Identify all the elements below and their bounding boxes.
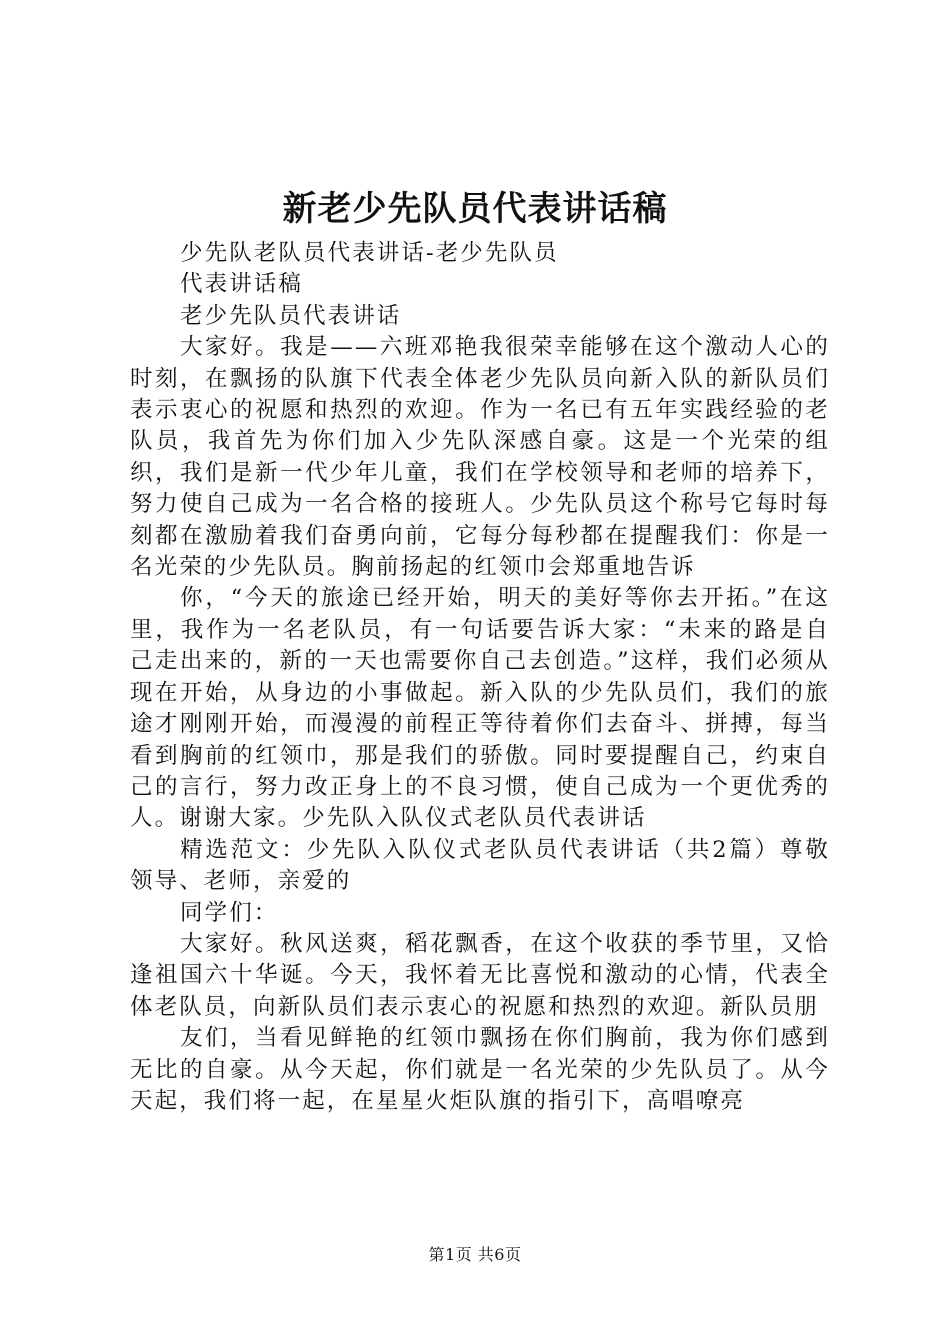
page-footer: 第1页 共6页 bbox=[428, 1245, 522, 1264]
paragraph: 代表讲话稿 bbox=[180, 271, 304, 298]
paragraph: 你，“今天的旅途已经开始，明天的美好等你去开拓。”在这里，我作为一名老队员，有一句话要告诉大家：“未来的路是自己走出来的，新的一天也需要你自己去创造。”这样，我们必须从现在开始，从身边的小事做起。新入队的少先队员们，我们的旅途才刚刚开始，而漫漫的前程正等待着你们去奋斗、拼搏，每当看到胸前的红领巾，那是我们的骄傲。同时要提醒自己，约束自己的言行，努力改正身上的不良习惯，使自己成为一个更优秀的人。谢谢大家。少先队入队仪式老队员代表讲话 bbox=[130, 585, 830, 832]
document-title: 新老少先队员代表讲话稿 bbox=[282, 189, 668, 229]
paragraph: 大家好。秋风送爽，稻花飘香，在这个收获的季节里，又恰逢祖国六十华诞。今天，我怀着无比喜悦和激动的心情，代表全体老队员，向新队员们表示衷心的祝愿和热烈的欢迎。新队员朋 bbox=[130, 930, 830, 1020]
document-body bbox=[130, 238, 830, 1117]
paragraph: 同学们： bbox=[180, 899, 279, 926]
paragraph: 老少先队员代表讲话 bbox=[180, 302, 402, 329]
paragraph: 大家好。我是——六班邓艳我很荣幸能够在这个激动人心的时刻，在飘扬的队旗下代表全体老少先队员向新入队的新队员们表示衷心的祝愿和热烈的欢迎。作为一名已有五年实践经验的老队员，我首先为你们加入少先队深感自豪。这是一个光荣的组织，我们是新一代少年儿童，我们在学校领导和老师的培养下，努力使自己成为一名合格的接班人。少先队员这个称号它每时每刻都在激励着我们奋勇向前，它每分每秒都在提醒我们：你是一名光荣的少先队员。胸前扬起的红领巾会郑重地告诉 bbox=[130, 334, 830, 581]
paragraph: 友们，当看见鲜艳的红领巾飘扬在你们胸前，我为你们感到无比的自豪。从今天起，你们就是一名光荣的少先队员了。从今天起，我们将一起，在星星火炬队旗的指引下，高唱嘹亮 bbox=[130, 1025, 830, 1114]
paragraph: 精选范文：少先队入队仪式老队员代表讲话（共2篇）尊敬领导、老师，亲爱的 bbox=[130, 836, 830, 895]
paragraph: 少先队老队员代表讲话-老少先队员 bbox=[180, 240, 559, 266]
